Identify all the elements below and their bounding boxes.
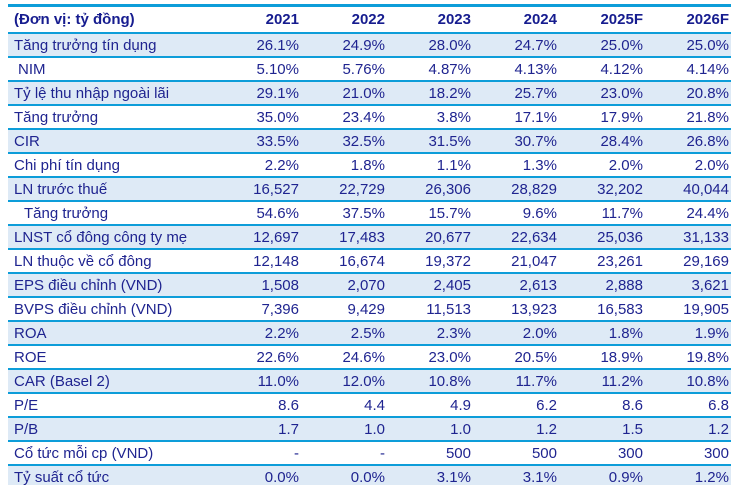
row-value: 8.6 bbox=[622, 396, 643, 414]
row-value: 4.4 bbox=[364, 396, 385, 414]
row-value: 19.8% bbox=[686, 348, 729, 366]
row-value: 16,527 bbox=[253, 180, 299, 198]
column-header-2025f: 2025F bbox=[559, 6, 645, 34]
table-body bbox=[8, 33, 731, 485]
row-value: 3,621 bbox=[691, 276, 729, 294]
row-value: 12,148 bbox=[253, 252, 299, 270]
row-value: 3.1% bbox=[436, 468, 471, 485]
row-value: 11.0% bbox=[257, 372, 299, 390]
table-row bbox=[8, 393, 731, 417]
table-header bbox=[8, 6, 731, 34]
header-row bbox=[8, 6, 731, 34]
row-value: 24.4% bbox=[686, 204, 729, 222]
column-header-2024: 2024 bbox=[473, 6, 559, 34]
table-row bbox=[8, 33, 731, 57]
table-row bbox=[8, 153, 731, 177]
row-value: 0.0% bbox=[350, 468, 385, 485]
row-value: 2.2% bbox=[264, 324, 299, 342]
row-value: 35.0% bbox=[256, 108, 299, 126]
row-value: 500 bbox=[445, 444, 471, 462]
unit-label: (Đơn vị: tỷ đồng) bbox=[8, 6, 215, 34]
row-label: NIM bbox=[18, 60, 46, 78]
row-value: 2,888 bbox=[605, 276, 643, 294]
row-value: 24.6% bbox=[342, 348, 385, 366]
row-label: P/B bbox=[14, 420, 39, 438]
row-value: 2.0% bbox=[522, 324, 557, 342]
row-value: 11,513 bbox=[426, 300, 471, 318]
row-value: 22.6% bbox=[256, 348, 299, 366]
row-label: LN trước thuế bbox=[14, 180, 108, 198]
row-label: EPS điều chỉnh (VND) bbox=[14, 276, 163, 294]
row-value: 23.4% bbox=[342, 108, 385, 126]
table-row bbox=[8, 177, 731, 201]
row-value: 0.0% bbox=[264, 468, 299, 485]
row-value: 5.10% bbox=[256, 60, 299, 78]
row-value: 25.0% bbox=[686, 36, 729, 54]
row-value: 40,044 bbox=[683, 180, 729, 198]
row-value: 8.6 bbox=[278, 396, 299, 414]
row-value: 6.8 bbox=[708, 396, 729, 414]
table-row bbox=[8, 441, 731, 465]
row-value: 32.5% bbox=[342, 132, 385, 150]
row-value: 31.5% bbox=[428, 132, 471, 150]
row-value: - bbox=[380, 444, 385, 462]
row-value: 20.8% bbox=[686, 84, 729, 102]
row-value: 1.1% bbox=[436, 156, 471, 174]
column-header-2022: 2022 bbox=[301, 6, 387, 34]
row-value: 20.5% bbox=[514, 348, 557, 366]
row-value: 18.9% bbox=[600, 348, 643, 366]
row-value: 1.5 bbox=[622, 420, 643, 438]
row-value: 500 bbox=[531, 444, 557, 462]
row-label: Tỷ suất cổ tức bbox=[14, 468, 110, 485]
row-value: 23.0% bbox=[428, 348, 471, 366]
row-value: 0.9% bbox=[608, 468, 643, 485]
row-value: 9,429 bbox=[347, 300, 385, 318]
row-label: CIR bbox=[14, 132, 40, 150]
row-label: ROA bbox=[14, 324, 47, 342]
row-value: 1.2 bbox=[708, 420, 729, 438]
row-label: Tăng trưởng bbox=[24, 204, 109, 222]
row-value: 7,396 bbox=[261, 300, 299, 318]
row-value: 54.6% bbox=[256, 204, 299, 222]
row-value: 17,483 bbox=[339, 228, 385, 246]
row-label: Tăng trưởng tín dụng bbox=[14, 36, 157, 54]
row-value: 25,036 bbox=[597, 228, 643, 246]
table-row bbox=[8, 345, 731, 369]
row-value: 1.0 bbox=[364, 420, 385, 438]
row-value: 11.7% bbox=[601, 204, 643, 222]
row-label: Chi phí tín dụng bbox=[14, 156, 120, 174]
row-value: 32,202 bbox=[597, 180, 643, 198]
row-value: 16,674 bbox=[339, 252, 385, 270]
row-value: 26.8% bbox=[686, 132, 729, 150]
row-value: 21,047 bbox=[511, 252, 557, 270]
row-value: 28.4% bbox=[600, 132, 643, 150]
row-value: 1.8% bbox=[608, 324, 643, 342]
row-value: 1.2% bbox=[694, 468, 729, 485]
row-value: 13,923 bbox=[511, 300, 557, 318]
row-value: 33.5% bbox=[256, 132, 299, 150]
table-row bbox=[8, 201, 731, 225]
row-value: 3.8% bbox=[436, 108, 471, 126]
row-label: LN thuộc về cổ đông bbox=[14, 252, 152, 270]
row-label: P/E bbox=[14, 396, 39, 414]
row-value: 4.13% bbox=[514, 60, 557, 78]
row-value: 2,613 bbox=[519, 276, 557, 294]
row-value: 24.7% bbox=[514, 36, 557, 54]
row-value: 29,169 bbox=[683, 252, 729, 270]
row-value: 9.6% bbox=[522, 204, 557, 222]
table-row bbox=[8, 81, 731, 105]
row-value: 1.0 bbox=[450, 420, 471, 438]
row-value: 5.76% bbox=[342, 60, 385, 78]
row-value: 2.3% bbox=[436, 324, 471, 342]
row-label: Cổ tức mỗi cp (VND) bbox=[14, 444, 154, 462]
row-value: 2.0% bbox=[608, 156, 643, 174]
row-value: 2,405 bbox=[433, 276, 471, 294]
row-value: 2.5% bbox=[350, 324, 385, 342]
row-value: 20,677 bbox=[425, 228, 471, 246]
row-value: 10.8% bbox=[686, 372, 729, 390]
row-value: 2,070 bbox=[347, 276, 385, 294]
row-value: 28,829 bbox=[511, 180, 557, 198]
row-label: LNST cổ đông công ty mẹ bbox=[14, 228, 188, 246]
row-value: 12,697 bbox=[253, 228, 299, 246]
row-value: 29.1% bbox=[256, 84, 299, 102]
row-value: 23,261 bbox=[597, 252, 643, 270]
table-row bbox=[8, 105, 731, 129]
row-value: 17.1% bbox=[514, 108, 557, 126]
row-value: 24.9% bbox=[342, 36, 385, 54]
row-value: 1.9% bbox=[694, 324, 729, 342]
row-value: 31,133 bbox=[683, 228, 729, 246]
row-value: 37.5% bbox=[342, 204, 385, 222]
row-value: 11.7% bbox=[515, 372, 557, 390]
table-row bbox=[8, 225, 731, 249]
row-label: CAR (Basel 2) bbox=[14, 372, 110, 390]
table-row bbox=[8, 417, 731, 441]
row-value: 26.1% bbox=[256, 36, 299, 54]
row-value: 21.0% bbox=[342, 84, 385, 102]
row-value: 22,634 bbox=[511, 228, 557, 246]
table-row bbox=[8, 273, 731, 297]
column-header-2023: 2023 bbox=[387, 6, 473, 34]
row-value: 300 bbox=[703, 444, 729, 462]
row-label: ROE bbox=[14, 348, 47, 366]
row-value: 28.0% bbox=[428, 36, 471, 54]
row-value: 1.2 bbox=[536, 420, 557, 438]
row-label: Tăng trưởng bbox=[14, 108, 99, 126]
table-row bbox=[8, 321, 731, 345]
row-value: - bbox=[294, 444, 299, 462]
financial-summary-table-wrap bbox=[8, 4, 731, 485]
column-header-2026f: 2026F bbox=[645, 6, 731, 34]
row-value: 22,729 bbox=[339, 180, 385, 198]
row-value: 2.2% bbox=[264, 156, 299, 174]
row-value: 4.87% bbox=[428, 60, 471, 78]
table-row bbox=[8, 369, 731, 393]
row-value: 4.9 bbox=[450, 396, 471, 414]
row-value: 19,905 bbox=[683, 300, 729, 318]
row-value: 4.12% bbox=[600, 60, 643, 78]
row-value: 25.7% bbox=[514, 84, 557, 102]
row-label: Tỷ lệ thu nhập ngoài lãi bbox=[14, 84, 170, 102]
row-value: 21.8% bbox=[686, 108, 729, 126]
row-value: 1.7 bbox=[278, 420, 299, 438]
column-header-2021: 2021 bbox=[215, 6, 301, 34]
row-value: 2.0% bbox=[694, 156, 729, 174]
row-value: 300 bbox=[617, 444, 643, 462]
row-value: 10.8% bbox=[428, 372, 471, 390]
table-row bbox=[8, 57, 731, 81]
row-value: 1,508 bbox=[261, 276, 299, 294]
row-value: 6.2 bbox=[536, 396, 557, 414]
row-label: BVPS điều chỉnh (VND) bbox=[14, 300, 173, 318]
row-value: 4.14% bbox=[686, 60, 729, 78]
row-value: 26,306 bbox=[425, 180, 471, 198]
row-value: 12.0% bbox=[342, 372, 385, 390]
table-row bbox=[8, 129, 731, 153]
row-value: 18.2% bbox=[428, 84, 471, 102]
row-value: 19,372 bbox=[425, 252, 471, 270]
table-row bbox=[8, 465, 731, 485]
row-value: 3.1% bbox=[522, 468, 557, 485]
row-value: 11.2% bbox=[601, 372, 643, 390]
row-value: 1.8% bbox=[350, 156, 385, 174]
row-value: 16,583 bbox=[597, 300, 643, 318]
row-value: 17.9% bbox=[600, 108, 643, 126]
financial-summary-table bbox=[8, 4, 731, 485]
row-value: 23.0% bbox=[600, 84, 643, 102]
row-value: 1.3% bbox=[522, 156, 557, 174]
table-row bbox=[8, 249, 731, 273]
row-value: 15.7% bbox=[428, 204, 471, 222]
row-value: 30.7% bbox=[514, 132, 557, 150]
row-value: 25.0% bbox=[600, 36, 643, 54]
table-row bbox=[8, 297, 731, 321]
